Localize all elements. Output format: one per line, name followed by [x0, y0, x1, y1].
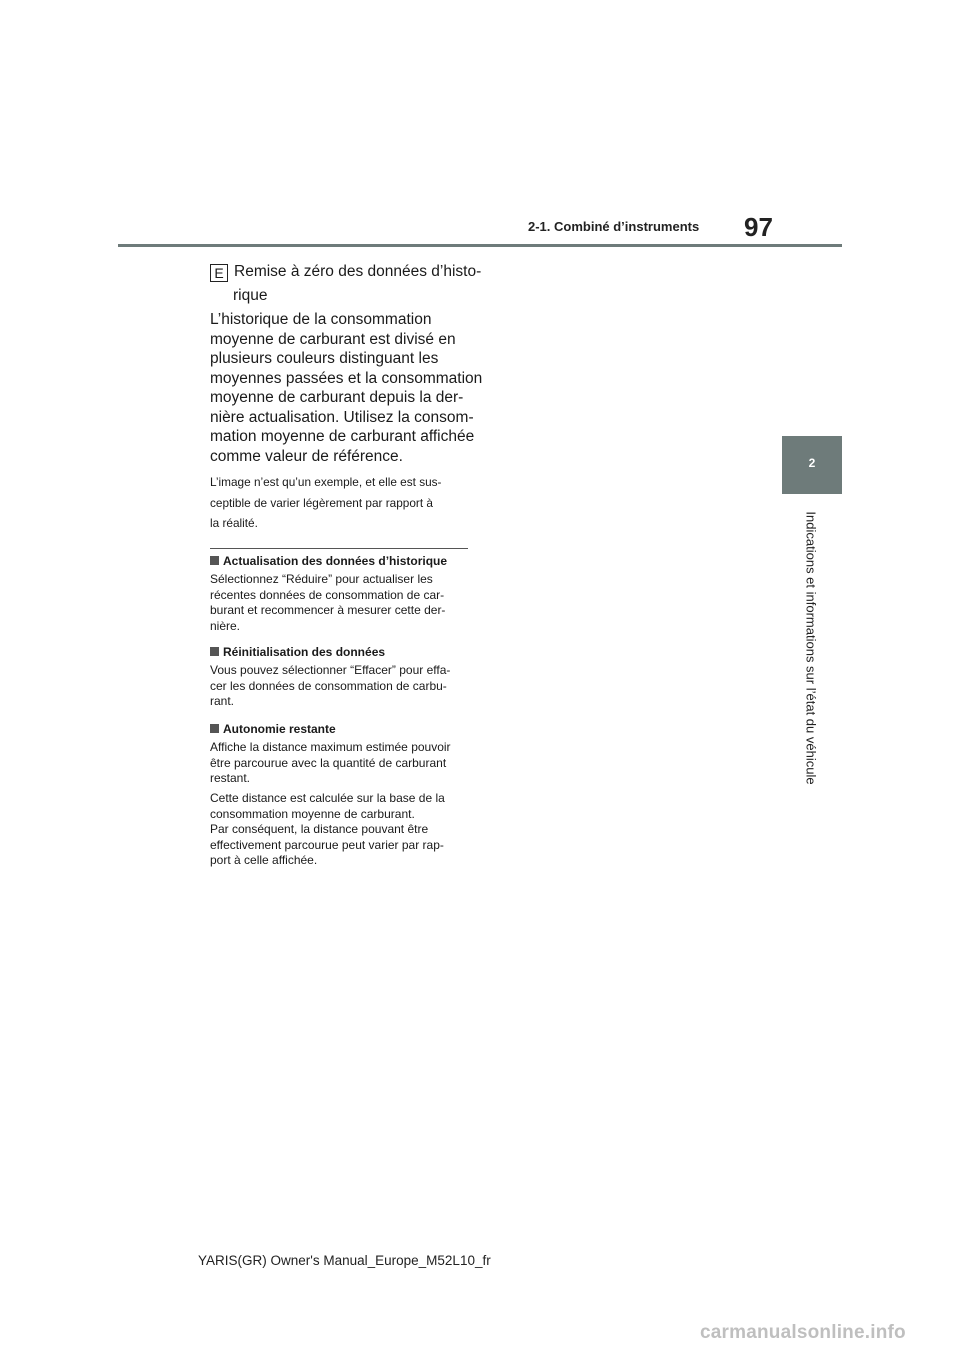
body-paragraph	[210, 310, 483, 466]
body-line: nière actualisation. Utilisez la consom-	[210, 408, 474, 426]
marker-title-line1: Remise à zéro des données d’histo-	[234, 263, 482, 280]
note-line: L’image n’est qu’un exemple, et elle est sus-	[210, 475, 442, 489]
chapter-title: Indications et informations sur l’état du véhicule	[803, 511, 819, 785]
body-line: mation moyenne de carburant affichée	[210, 428, 475, 445]
header-rule	[118, 244, 842, 247]
note-line: ceptible de varier légèrement par rapport à	[210, 495, 433, 510]
marker-title-line2: rique	[233, 287, 268, 304]
section-text-autonomie-detail: Cette distance est calculée sur la base de la consommation moyenne de carburant. Par conséquent, la distance pouvant être effectivement parcourue peut varier par rap- port à celle affichée.	[210, 791, 445, 867]
square-bullet-icon	[210, 724, 219, 733]
section-text-actualisation: Sélectionnez “Réduire” pour actualiser les récentes données de consommation de car- burant et recommencer à mesurer cette der- nière.	[210, 572, 446, 633]
section-title: 2-1. Combiné d’instruments	[528, 219, 700, 234]
body-line: moyenne de carburant depuis la der-	[210, 389, 464, 406]
body-line: moyenne de carburant est divisé en	[210, 330, 456, 348]
section-text-reinitialisation: Vous pouvez sélectionner “Effacer” pour effa- cer les données de consommation de carbu- rant.	[210, 663, 451, 708]
section-text-autonomie: Affiche la distance maximum estimée pouvoir être parcourue avec la quantité de carburant restant.	[210, 740, 451, 785]
body-line: plusieurs couleurs distinguant les	[210, 350, 439, 367]
page-number: 97	[744, 212, 773, 242]
section-heading-actualisation: Actualisation des données d’historique	[210, 554, 447, 569]
body-line: moyennes passées et la consommation	[210, 369, 483, 387]
square-bullet-icon	[210, 556, 219, 565]
watermark: carmanualsonline.info	[700, 1322, 906, 1343]
body-line: L’historique de la consommation	[210, 311, 432, 328]
marker-heading	[210, 260, 481, 284]
chapter-number: 2	[808, 456, 816, 470]
image-note	[210, 472, 468, 534]
page-footer: YARIS(GR) Owner's Manual_Europe_M52L10_fr	[198, 1253, 491, 1268]
section-divider	[210, 548, 468, 549]
marker-letter-box: E	[210, 264, 228, 282]
body-line: comme valeur de référence.	[210, 447, 403, 465]
note-line: la réalité.	[210, 516, 258, 530]
section-heading-reinitialisation: Réinitialisation des données	[210, 645, 385, 660]
square-bullet-icon	[210, 647, 219, 656]
section-heading-autonomie: Autonomie restante	[210, 722, 336, 737]
